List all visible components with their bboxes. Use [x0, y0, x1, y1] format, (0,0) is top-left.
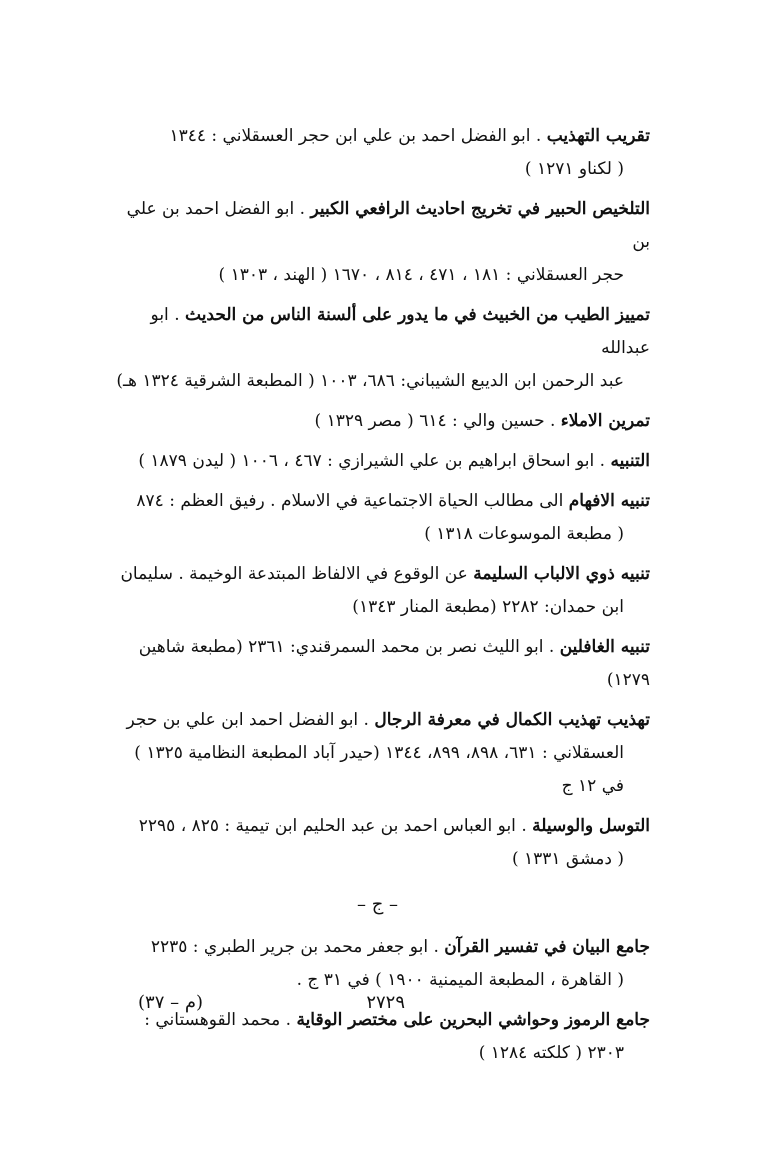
- bibliography-entry: [105, 558, 650, 624]
- entry-title: تقريب التهذيب: [546, 126, 650, 146]
- bibliography-entry: [105, 810, 650, 876]
- entries-list-t: [105, 120, 650, 876]
- entry-title: جامع البيان في تفسير القرآن: [444, 937, 650, 957]
- entry-author-text: . ابو العباس احمد بن عبد الحليم ابن تيمية : ٨٢٥ ، ٢٢٩٥: [138, 816, 533, 836]
- entry-line-1: [105, 631, 650, 697]
- entry-line-1: [105, 931, 650, 964]
- entry-line-1: [105, 558, 650, 591]
- bibliography-entry: [105, 485, 650, 551]
- entry-continuation: في ١٢ ج: [561, 776, 624, 796]
- entry-title: التنبيه: [610, 451, 650, 471]
- entry-continuation: العسقلاني : ٦٣١، ٨٩٨، ٨٩٩، ١٣٤٤ (حيدر آباد المطبعة النظامية ١٣٢٥ ): [134, 743, 624, 763]
- entry-continuation: حجر العسقلاني : ١٨١ ، ٤٧١ ، ٨١٤ ، ١٦٧٠ ( الهند ، ١٣٠٣ ): [218, 265, 624, 285]
- entry-author-text: . ابو الفضل احمد بن علي بن: [126, 199, 650, 252]
- entry-author-text: . ابو عبدالله: [150, 305, 650, 358]
- entry-author-text: الى مطالب الحياة الاجتماعية في الاسلام . رفيق العظم : ٨٧٤: [136, 491, 569, 511]
- entry-author-text: . ابو الفضل احمد بن علي ابن حجر العسقلاني : ١٣٤٤: [169, 126, 547, 146]
- entry-line-1: [105, 193, 650, 259]
- bibliography-entry: [105, 120, 650, 186]
- entry-title: تهذيب تهذيب الكمال في معرفة الرجال: [374, 710, 650, 730]
- entry-title: تنبيه ذوي الالباب السليمة: [473, 564, 650, 584]
- entry-author-text: . ابو الليث نصر بن محمد السمرقندي: ٢٣٦١ (مطبعة شاهين ١٢٧٩): [138, 637, 650, 690]
- entry-line-1: [105, 405, 650, 438]
- entry-title: جامع الرموز وحواشي البحرين على مختصر الوقاية: [296, 1010, 650, 1030]
- entry-continuation: عبد الرحمن ابن الديبع الشيباني: ٦٨٦، ١٠٠٣ ( المطبعة الشرقية ١٣٢٤ هـ): [116, 371, 624, 391]
- entry-continuation: ٢٣٠٣ ( كلكته ١٢٨٤ ): [478, 1043, 624, 1063]
- entry-line-1: [105, 485, 650, 518]
- entry-title: تمرين الاملاء: [560, 411, 650, 431]
- bibliography-entry: [105, 704, 650, 803]
- entry-title: التلخيص الحبير في تخريج احاديث الرافعي الكبير: [310, 199, 650, 219]
- entry-continuation: ( لكناو ١٢٧١ ): [524, 159, 624, 179]
- bibliography-entry: [105, 299, 650, 398]
- entry-author-text: . ابو جعفر محمد بن جرير الطبري : ٢٢٣٥: [150, 937, 445, 957]
- entry-continuation: ( مطبعة الموسوعات ١٣١٨ ): [424, 524, 624, 544]
- entry-line-1: [105, 704, 650, 737]
- entry-author-text: . ابو الفضل احمد ابن علي بن حجر: [126, 710, 375, 730]
- entry-author-text: عن الوقوع في الالفاظ المبتدعة الوخيمة . سليمان: [120, 564, 474, 584]
- bibliography-entry: [105, 405, 650, 438]
- signature-mark: (م – ٣٧): [138, 992, 203, 1013]
- entry-line-1: [105, 299, 650, 365]
- section-letter: – ج –: [356, 894, 399, 915]
- bibliography-entry: [105, 931, 650, 997]
- entry-continuation: ابن حمدان: ٢٢٨٢ (مطبعة المنار ١٣٤٣): [352, 597, 624, 617]
- bibliography-entry: [105, 1004, 650, 1070]
- entry-title: التوسل والوسيلة: [532, 816, 650, 836]
- entry-author-text: . ابو اسحاق ابراهيم بن علي الشيرازي : ٤٦٧ ، ١٠٠٦ ( ليدن ١٨٧٩ ): [138, 451, 611, 471]
- entry-title: تنبيه الافهام: [568, 491, 650, 511]
- page-body: [105, 120, 650, 1077]
- bibliography-entry: [105, 631, 650, 697]
- bibliography-entry: [105, 445, 650, 478]
- entry-title: تنبيه الغافلين: [559, 637, 650, 657]
- entry-continuation: ( القاهرة ، المطبعة الميمنية ١٩٠٠ ) في ٣١ ج .: [296, 970, 624, 990]
- entry-line-1: [105, 810, 650, 843]
- entry-author-text: . محمد القوهستاني :: [144, 1010, 297, 1030]
- entry-line-1: [105, 445, 650, 478]
- entry-line-1: [105, 120, 650, 153]
- entry-continuation: ( دمشق ١٣٣١ ): [511, 849, 624, 869]
- page-number: ٢٧٢٩: [366, 992, 405, 1013]
- entry-author-text: . حسين والي : ٦١٤ ( مصر ١٣٢٩ ): [314, 411, 561, 431]
- entry-title: تمييز الطيب من الخبيث في ما يدور على ألسنة الناس من الحديث: [185, 305, 650, 325]
- bibliography-entry: [105, 193, 650, 292]
